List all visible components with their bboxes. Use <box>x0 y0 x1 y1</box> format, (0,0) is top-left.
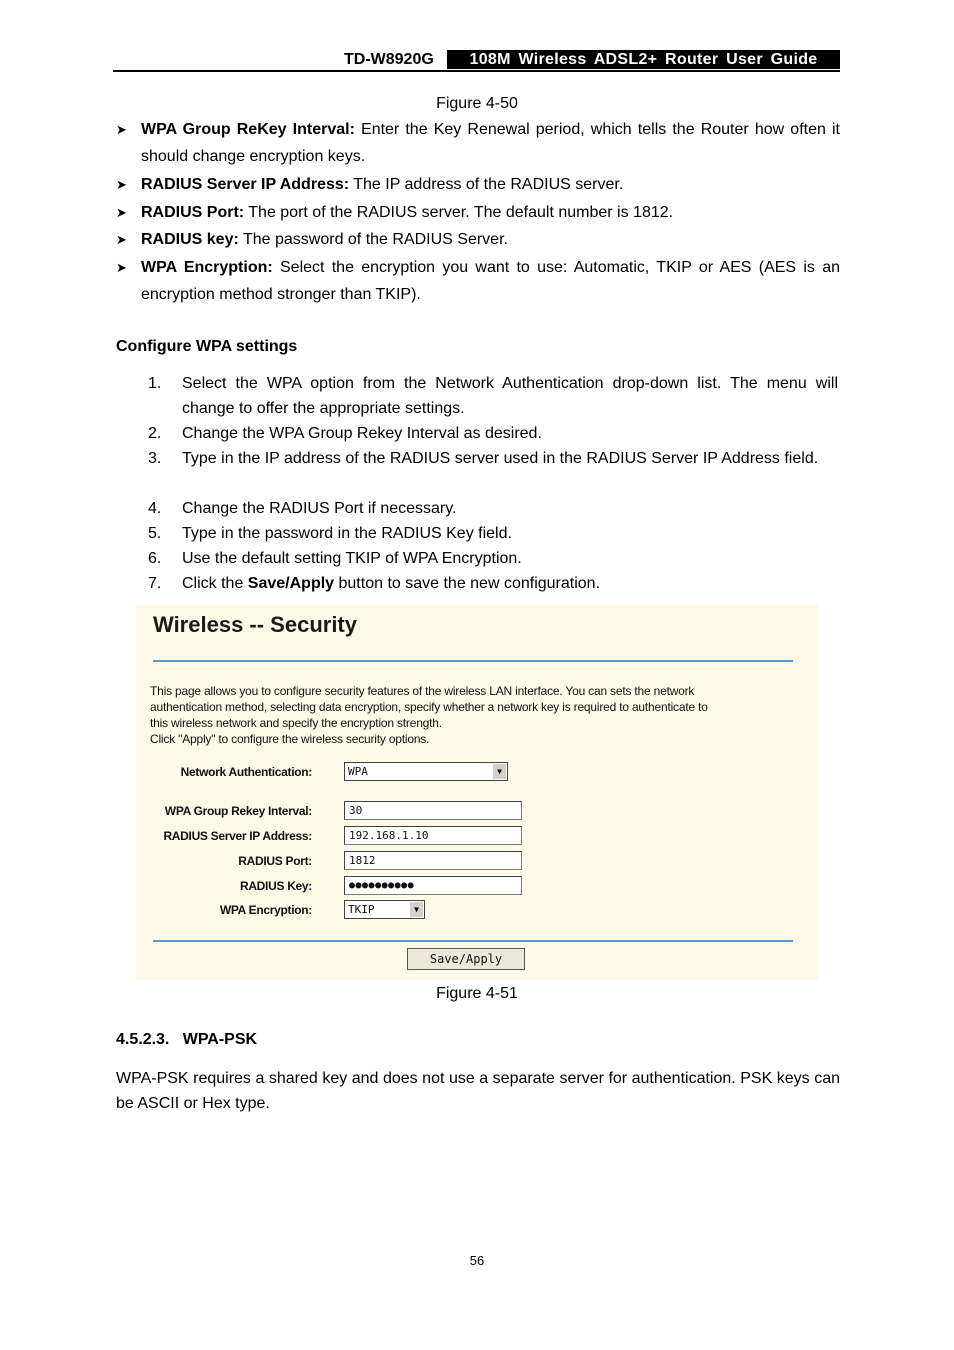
page-number: 56 <box>469 1253 485 1268</box>
bullet-term: RADIUS key: <box>141 231 239 248</box>
step-number: 6. <box>148 550 162 567</box>
step-text: Use the default setting TKIP of WPA Encryption. <box>182 550 522 567</box>
bullet-item <box>116 116 840 170</box>
radius-ip-label: RADIUS Server IP Address: <box>163 829 312 843</box>
header-model: TD-W8920G <box>344 51 434 68</box>
panel-desc-line: This page allows you to configure security features of the wireless LAN interface. You can sets the network <box>150 684 695 698</box>
panel-rule-top <box>153 660 793 662</box>
arrow-bullet-icon: ➤ <box>116 177 127 192</box>
step-item <box>148 496 838 521</box>
step-text: Change the WPA Group Rekey Interval as desired. <box>182 425 542 442</box>
bullet-item <box>116 199 840 226</box>
step-text: Change the RADIUS Port if necessary. <box>182 500 457 517</box>
step-text: Type in the password in the RADIUS Key field. <box>182 525 512 542</box>
bullet-item <box>116 254 840 308</box>
panel-rule-bottom <box>153 940 793 942</box>
arrow-bullet-icon: ➤ <box>116 205 127 220</box>
network-auth-label: Network Authentication: <box>180 765 312 779</box>
step-number: 1. <box>148 375 162 392</box>
step-number: 2. <box>148 425 162 442</box>
step-text: Select the WPA option from the Network Authentication drop-down list. The menu will change to offer the appropriate settings. <box>182 375 838 417</box>
figure-caption: Figure 4-51 <box>436 985 518 1002</box>
bullet-term: RADIUS Port: <box>141 204 245 221</box>
bullet-text: The password of the RADIUS Server. <box>242 231 508 248</box>
section-heading: 4.5.2.3. WPA-PSK <box>116 1031 258 1048</box>
step-text: button to save the new configuration. <box>334 575 601 592</box>
wpa-encryption-label: WPA Encryption: <box>219 903 312 917</box>
panel-title: Wireless -- Security <box>153 612 357 637</box>
step-item <box>148 421 838 446</box>
bullet-text: Select the encryption you want to use: Automatic, TKIP or AES (AES is an encryption method stronger than TKIP). <box>141 259 840 303</box>
arrow-bullet-icon: ➤ <box>116 260 127 275</box>
section-paragraph: WPA-PSK requires a shared key and does not use a separate server for authentication. PSK keys can be ASCII or Hex type. <box>116 1070 840 1112</box>
configure-heading: Configure WPA settings <box>116 338 298 355</box>
panel-desc-line: Click "Apply" to configure the wireless security options. <box>150 732 430 746</box>
step-item <box>148 521 838 546</box>
wpa-encryption-value: TKIP <box>348 903 375 916</box>
step-item <box>148 571 838 596</box>
bullet-text: The IP address of the RADIUS server. <box>353 176 624 193</box>
bullet-text: The port of the RADIUS server. The default number is 1812. <box>248 204 674 221</box>
bullet-item <box>116 226 840 253</box>
panel-desc-line: this wireless network and specify the encryption strength. <box>150 716 442 730</box>
step-text: Click the <box>182 575 248 592</box>
wpa-encryption-select[interactable] <box>344 900 425 919</box>
step-item <box>148 546 838 571</box>
step-item <box>148 371 838 421</box>
save-apply-button[interactable]: Save/Apply <box>407 948 525 970</box>
bullet-term: WPA Encryption: <box>141 259 273 276</box>
arrow-bullet-icon: ➤ <box>116 232 127 247</box>
step-number: 7. <box>148 575 162 592</box>
step-number: 5. <box>148 525 162 542</box>
radius-key-label: RADIUS Key: <box>239 879 312 893</box>
panel-description <box>150 683 790 747</box>
dropdown-arrow-icon[interactable]: ▼ <box>492 764 506 779</box>
radius-port-input[interactable]: 1812 <box>344 851 522 870</box>
figure-caption-prev: Figure 4-50 <box>436 95 518 112</box>
step-bold-text: Save/Apply <box>247 575 335 592</box>
step-number: 4. <box>148 500 162 517</box>
step-number: 3. <box>148 450 162 467</box>
radius-port-label: RADIUS Port: <box>238 854 312 868</box>
network-auth-select[interactable] <box>344 762 508 781</box>
radius-ip-input[interactable]: 192.168.1.10 <box>344 826 522 845</box>
dropdown-arrow-icon[interactable]: ▼ <box>409 902 423 917</box>
step-text: Type in the IP address of the RADIUS server used in the RADIUS Server IP Address field. <box>182 450 819 467</box>
network-auth-value: WPA <box>348 765 368 778</box>
bullet-text: Enter the Key Renewal period, which tells the Router how often it should change encryption keys. <box>141 121 840 165</box>
panel-desc-line: authentication method, selecting data encryption, specify whether a network key is required to authenticate to <box>150 700 708 714</box>
header-title: 108M Wireless ADSL2+ Router User Guide <box>469 51 818 68</box>
rekey-interval-input[interactable]: 30 <box>344 801 522 820</box>
bullet-item <box>116 171 840 198</box>
bullet-term: RADIUS Server IP Address: <box>141 176 350 193</box>
header-rule <box>113 70 840 72</box>
bullet-term: WPA Group ReKey Interval: <box>141 121 355 138</box>
step-item <box>148 446 838 471</box>
radius-key-input[interactable]: ●●●●●●●●●● <box>344 876 522 895</box>
arrow-bullet-icon: ➤ <box>116 122 127 137</box>
rekey-interval-label: WPA Group Rekey Interval: <box>164 804 312 818</box>
